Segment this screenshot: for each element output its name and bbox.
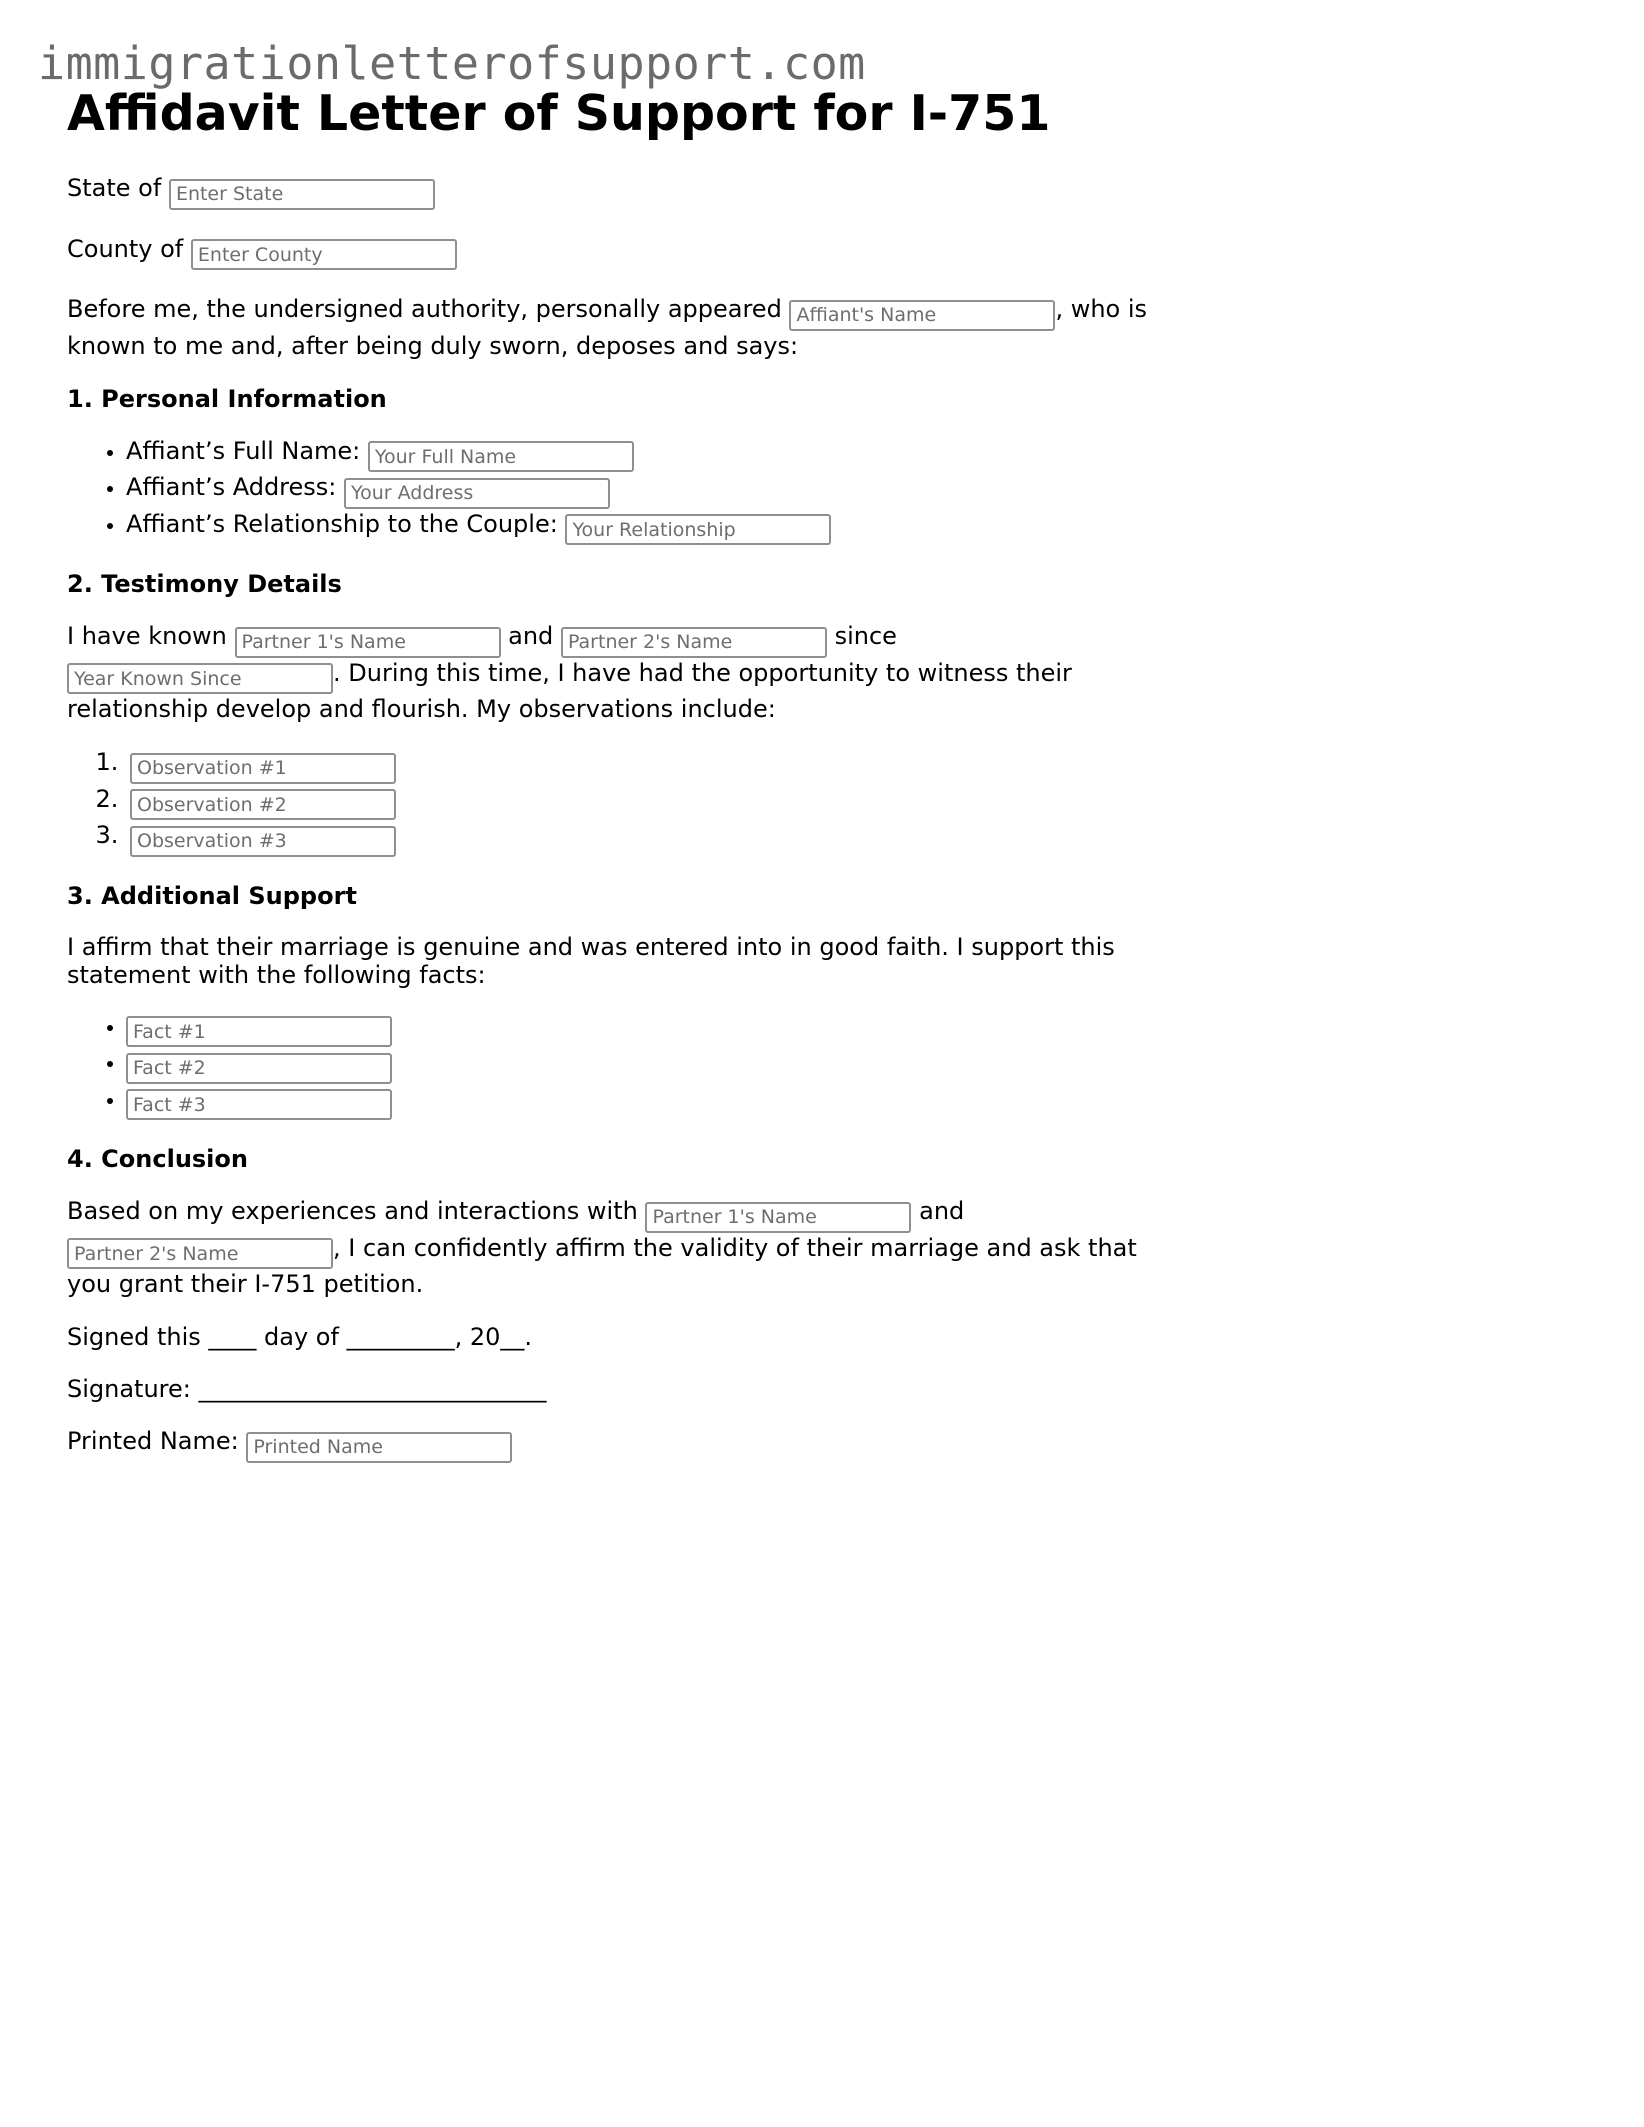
observation-3-input[interactable] [130, 826, 396, 857]
section-personal-information-heading: 1. Personal Information [67, 384, 387, 413]
personal-information-list [67, 436, 1167, 546]
county-row [67, 234, 1167, 271]
intro-paragraph [67, 294, 1167, 362]
state-row [67, 173, 1167, 210]
list-item [126, 747, 1167, 784]
conclusion-text-1: Based on my experiences and interactions with [67, 1197, 638, 1225]
list-item [126, 1084, 1167, 1121]
list-item [126, 436, 1167, 473]
relationship-input[interactable] [565, 514, 831, 545]
address-input[interactable] [344, 478, 610, 509]
additional-support-paragraph: I affirm that their marriage is genuine and was entered into in good faith. I support this statement with the following facts: [67, 932, 1115, 989]
list-item [126, 784, 1167, 821]
observation-1-input[interactable] [130, 753, 396, 784]
section-testimony-details-heading: 2. Testimony Details [67, 570, 342, 598]
list-item [126, 472, 1167, 509]
fact-3-input[interactable] [126, 1089, 392, 1120]
state-label: State of [67, 174, 162, 202]
testimony-text-4: . During this time, I have had the opportunity to witness their relationship develop and flourish. My observations include: [67, 658, 1072, 723]
section-conclusion-heading: 4. Conclusion [67, 1145, 248, 1173]
address-label: Affiant’s Address: [126, 473, 337, 501]
facts-list [67, 1011, 1167, 1121]
printed-name-label: Printed Name: [67, 1427, 239, 1455]
state-input[interactable] [169, 179, 435, 210]
signature-line: Signature: _____________________________ [67, 1375, 547, 1403]
conclusion-paragraph [67, 1196, 1167, 1300]
partner1-name-input[interactable] [235, 627, 501, 658]
list-item [126, 820, 1167, 857]
conclusion-text-3: , I can confidently affirm the validity of their marriage and ask that you grant their I-751 petition. [67, 1233, 1137, 1298]
list-item [126, 509, 1167, 546]
printed-name-row [67, 1426, 1167, 1463]
county-label: County of [67, 234, 184, 263]
intro-text-after: , who is known to me and, after being duly sworn, deposes and says: [67, 295, 1148, 360]
section-additional-support-heading: 3. Additional Support [67, 881, 357, 910]
affiant-name-input[interactable] [789, 300, 1055, 331]
signed-date-line: Signed this ____ day of _________, 20__. [67, 1323, 532, 1351]
observation-2-input[interactable] [130, 789, 396, 820]
watermark: immigrationletterofsupport.com [38, 37, 866, 90]
testimony-paragraph [67, 621, 1167, 725]
list-item [126, 1011, 1167, 1048]
testimony-text-3: since [834, 622, 897, 650]
relationship-label: Affiant’s Relationship to the Couple: [126, 509, 558, 538]
full-name-input[interactable] [368, 441, 634, 472]
testimony-text-1: I have known [67, 622, 227, 650]
list-item [126, 1047, 1167, 1084]
page-title: Affidavit Letter of Support for I-751 [67, 85, 1051, 142]
conclusion-text-2: and [919, 1197, 965, 1225]
conclusion-partner2-name-input[interactable] [67, 1238, 333, 1269]
testimony-text-2: and [508, 622, 554, 650]
intro-text-before: Before me, the undersigned authority, personally appeared [67, 295, 782, 323]
fact-1-input[interactable] [126, 1016, 392, 1047]
partner2-name-input[interactable] [561, 627, 827, 658]
year-known-since-input[interactable] [67, 663, 333, 694]
printed-name-input[interactable] [246, 1432, 512, 1463]
fact-2-input[interactable] [126, 1053, 392, 1084]
observations-list [67, 747, 1167, 857]
full-name-label: Affiant’s Full Name: [126, 436, 361, 465]
affidavit-document [67, 86, 1167, 1463]
county-input[interactable] [191, 239, 457, 270]
conclusion-partner1-name-input[interactable] [645, 1202, 911, 1233]
